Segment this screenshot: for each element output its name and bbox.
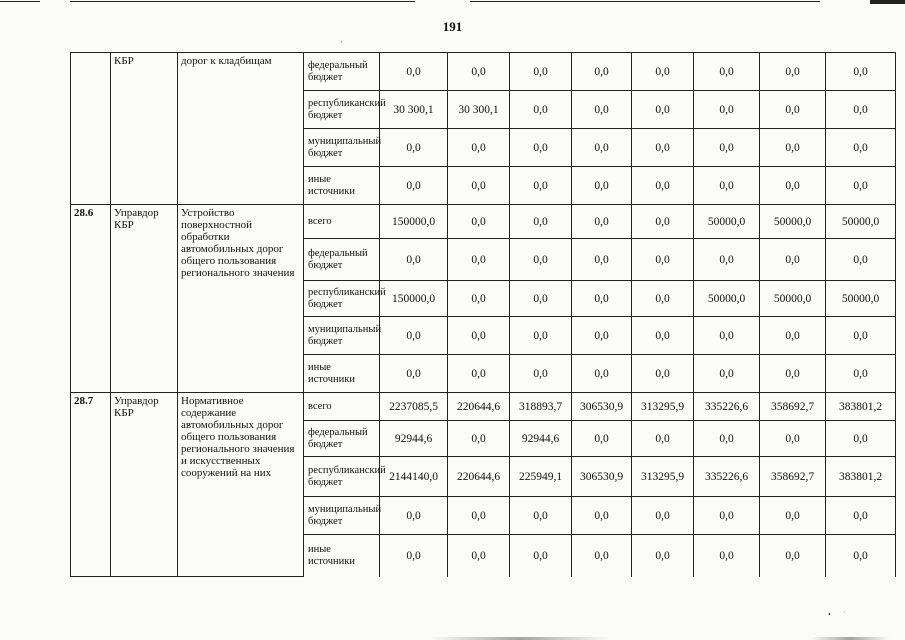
amount-cell: 313295,9: [632, 393, 694, 421]
amount-cell: 150000,0: [380, 205, 448, 239]
scan-dot: • ˙: [828, 610, 846, 619]
amount-cell: 0,0: [632, 53, 694, 91]
amount-cell: 335226,6: [694, 393, 760, 421]
amount-cell: 220644,6: [448, 457, 510, 497]
amount-cell: 0,0: [448, 53, 510, 91]
amount-cell: 0,0: [826, 497, 896, 535]
budget-table: [70, 52, 896, 577]
amount-cell: 0,0: [572, 205, 632, 239]
amount-cell: 0,0: [448, 497, 510, 535]
amount-cell: 0,0: [510, 281, 572, 317]
amount-cell: 0,0: [694, 421, 760, 457]
amount-cell: 0,0: [760, 355, 826, 393]
amount-cell: 0,0: [380, 317, 448, 355]
item-code: 28.7: [71, 393, 111, 577]
amount-cell: 0,0: [632, 355, 694, 393]
amount-cell: 0,0: [448, 421, 510, 457]
amount-cell: 0,0: [632, 281, 694, 317]
amount-cell: 0,0: [510, 239, 572, 281]
funding-source: муниципальный бюджет: [304, 317, 380, 355]
amount-cell: 0,0: [572, 129, 632, 167]
amount-cell: 0,0: [572, 167, 632, 205]
item-executor: Управдор КБР: [111, 393, 178, 577]
amount-cell: 0,0: [826, 355, 896, 393]
amount-cell: 0,0: [510, 205, 572, 239]
amount-cell: 0,0: [448, 317, 510, 355]
amount-cell: 0,0: [694, 129, 760, 167]
funding-source: федеральный бюджет: [304, 53, 380, 91]
amount-cell: 0,0: [448, 167, 510, 205]
amount-cell: 383801,2: [826, 393, 896, 421]
amount-cell: 0,0: [448, 355, 510, 393]
amount-cell: 0,0: [694, 317, 760, 355]
amount-cell: 30 300,1: [448, 91, 510, 129]
amount-cell: 0,0: [510, 129, 572, 167]
amount-cell: 0,0: [572, 497, 632, 535]
amount-cell: 0,0: [448, 129, 510, 167]
amount-cell: 2144140,0: [380, 457, 448, 497]
amount-cell: 92944,6: [510, 421, 572, 457]
amount-cell: 225949,1: [510, 457, 572, 497]
amount-cell: 0,0: [632, 317, 694, 355]
table-row: [71, 205, 896, 239]
amount-cell: 0,0: [632, 535, 694, 577]
item-executor: КБР: [111, 53, 178, 205]
funding-source: иные источники: [304, 355, 380, 393]
amount-cell: 0,0: [572, 53, 632, 91]
amount-cell: 0,0: [760, 239, 826, 281]
amount-cell: 0,0: [510, 91, 572, 129]
amount-cell: 0,0: [760, 167, 826, 205]
amount-cell: 0,0: [826, 129, 896, 167]
amount-cell: 0,0: [510, 355, 572, 393]
amount-cell: 0,0: [694, 497, 760, 535]
amount-cell: 383801,2: [826, 457, 896, 497]
amount-cell: 0,0: [510, 535, 572, 577]
amount-cell: 0,0: [572, 421, 632, 457]
amount-cell: 0,0: [694, 535, 760, 577]
amount-cell: 0,0: [694, 239, 760, 281]
amount-cell: 0,0: [760, 535, 826, 577]
amount-cell: 2237085,5: [380, 393, 448, 421]
amount-cell: 0,0: [380, 497, 448, 535]
amount-cell: 0,0: [826, 239, 896, 281]
amount-cell: 0,0: [826, 91, 896, 129]
funding-source: республиканский бюджет: [304, 281, 380, 317]
funding-source: иные источники: [304, 167, 380, 205]
table-row: [71, 53, 896, 91]
amount-cell: 0,0: [510, 317, 572, 355]
amount-cell: 0,0: [826, 167, 896, 205]
amount-cell: 0,0: [572, 317, 632, 355]
item-name: дорог к кладбищам: [178, 53, 304, 205]
amount-cell: 0,0: [632, 129, 694, 167]
amount-cell: 50000,0: [760, 281, 826, 317]
amount-cell: 0,0: [694, 355, 760, 393]
amount-cell: 0,0: [632, 167, 694, 205]
scan-dot: ·: [340, 38, 343, 47]
amount-cell: 0,0: [694, 167, 760, 205]
amount-cell: 0,0: [760, 129, 826, 167]
table-body: [71, 53, 896, 577]
amount-cell: 0,0: [760, 53, 826, 91]
amount-cell: 0,0: [694, 91, 760, 129]
amount-cell: 0,0: [572, 239, 632, 281]
item-name: Устройство поверхностной обработки автомобильных дорог общего пользования регионального значения: [178, 205, 304, 393]
funding-source: муниципальный бюджет: [304, 129, 380, 167]
funding-source: федеральный бюджет: [304, 239, 380, 281]
amount-cell: 0,0: [632, 421, 694, 457]
amount-cell: 0,0: [448, 535, 510, 577]
amount-cell: 0,0: [694, 53, 760, 91]
amount-cell: 0,0: [380, 239, 448, 281]
amount-cell: 0,0: [760, 497, 826, 535]
amount-cell: 0,0: [380, 53, 448, 91]
funding-source: муниципальный бюджет: [304, 497, 380, 535]
amount-cell: 0,0: [632, 205, 694, 239]
amount-cell: 0,0: [826, 535, 896, 577]
amount-cell: 0,0: [572, 535, 632, 577]
amount-cell: 150000,0: [380, 281, 448, 317]
amount-cell: 0,0: [632, 239, 694, 281]
funding-source: федеральный бюджет: [304, 421, 380, 457]
amount-cell: 50000,0: [694, 281, 760, 317]
amount-cell: 0,0: [572, 281, 632, 317]
amount-cell: 0,0: [510, 167, 572, 205]
amount-cell: 0,0: [448, 239, 510, 281]
page-number: 191: [442, 19, 463, 34]
item-code: 28.6: [71, 205, 111, 393]
funding-source: республиканский бюджет: [304, 457, 380, 497]
amount-cell: 50000,0: [760, 205, 826, 239]
amount-cell: 335226,6: [694, 457, 760, 497]
item-executor: Управдор КБР: [111, 205, 178, 393]
amount-cell: 50000,0: [694, 205, 760, 239]
amount-cell: 0,0: [448, 281, 510, 317]
amount-cell: 0,0: [448, 205, 510, 239]
amount-cell: 306530,9: [572, 393, 632, 421]
amount-cell: 0,0: [826, 421, 896, 457]
amount-cell: 358692,7: [760, 393, 826, 421]
amount-cell: 0,0: [380, 167, 448, 205]
scan-edge-mark: [870, 0, 905, 4]
amount-cell: 92944,6: [380, 421, 448, 457]
amount-cell: 0,0: [510, 497, 572, 535]
amount-cell: 0,0: [760, 91, 826, 129]
funding-source: республиканский бюджет: [304, 91, 380, 129]
amount-cell: 220644,6: [448, 393, 510, 421]
item-name: Нормативное содержание автомобильных дорог общего пользования регионального значения и искусственных сооружений на них: [178, 393, 304, 577]
scan-edge-line: [0, 1, 40, 2]
amount-cell: 358692,7: [760, 457, 826, 497]
amount-cell: 0,0: [826, 317, 896, 355]
amount-cell: 50000,0: [826, 205, 896, 239]
amount-cell: 0,0: [572, 91, 632, 129]
amount-cell: 0,0: [380, 535, 448, 577]
amount-cell: 0,0: [826, 53, 896, 91]
item-code: [71, 53, 111, 205]
funding-source: иные источники: [304, 535, 380, 577]
amount-cell: 0,0: [380, 355, 448, 393]
amount-cell: 0,0: [380, 129, 448, 167]
amount-cell: 50000,0: [826, 281, 896, 317]
header-rule-right: [470, 1, 820, 2]
amount-cell: 318893,7: [510, 393, 572, 421]
amount-cell: 0,0: [572, 355, 632, 393]
amount-cell: 30 300,1: [380, 91, 448, 129]
funding-source: всего: [304, 393, 380, 421]
header-rule: [70, 1, 415, 2]
amount-cell: 306530,9: [572, 457, 632, 497]
funding-source: всего: [304, 205, 380, 239]
amount-cell: 0,0: [510, 53, 572, 91]
amount-cell: 0,0: [760, 421, 826, 457]
amount-cell: 0,0: [632, 91, 694, 129]
amount-cell: 0,0: [632, 497, 694, 535]
amount-cell: 0,0: [760, 317, 826, 355]
table-row: [71, 393, 896, 421]
amount-cell: 313295,9: [632, 457, 694, 497]
